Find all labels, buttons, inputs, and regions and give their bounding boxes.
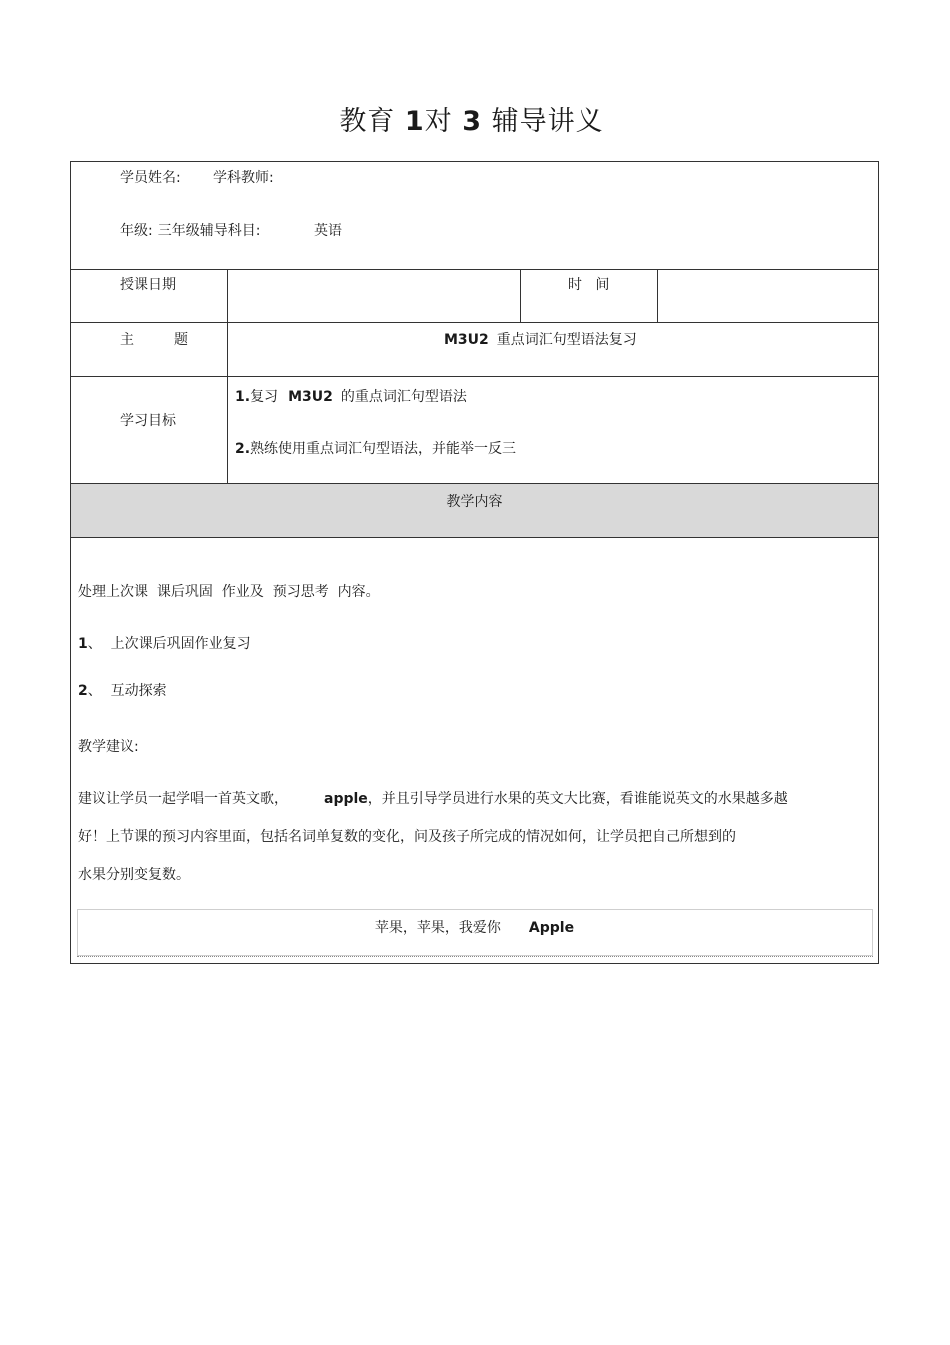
row-divider (71, 322, 878, 323)
date-label: 授课日期 (120, 277, 176, 293)
section-title: 教学内容 (446, 494, 503, 510)
grade-label: 年级: 三年级辅导科目: (120, 223, 261, 239)
suggestion-line-1: 建议让学员一起学唱一首英文歌， apple，并且引导学员进行水果的英文大比赛，看谁能说英文的水果越多越 (78, 791, 788, 807)
column-divider (227, 269, 228, 483)
student-name-label: 学员姓名: (120, 170, 181, 186)
row-divider (71, 537, 878, 538)
objective-item-1: 1.复习 M3U2 的重点词汇句型语法 (235, 389, 467, 405)
song-line: 苹果，苹果，我爱你 Apple (374, 920, 575, 936)
step-1: 1、 上次课后巩固作业复习 (78, 636, 251, 652)
row-divider (71, 269, 878, 270)
topic-text: M3U2 重点词汇句型语法复习 (444, 332, 637, 348)
column-divider (657, 269, 658, 322)
topic-label: 主 题 (120, 332, 189, 348)
dotted-divider (77, 956, 873, 957)
suggestion-line-3: 水果分别变复数。 (78, 867, 190, 883)
row-divider (71, 376, 878, 377)
objective-item-2: 2.熟练使用重点词汇句型语法，并能举一反三 (235, 441, 517, 457)
lesson-table (70, 161, 879, 964)
step-2: 2、 互动探索 (78, 683, 167, 699)
intro-text: 处理上次课 课后巩固 作业及 预习思考 内容。 (78, 584, 380, 600)
document-title: 教育 1对 3 辅导讲义 (339, 106, 604, 137)
column-divider (520, 269, 521, 322)
subject-value: 英语 (314, 223, 342, 239)
suggestion-label: 教学建议: (78, 739, 139, 755)
time-label: 时 间 (568, 277, 610, 293)
teacher-label: 学科教师: (213, 170, 274, 186)
suggestion-line-2: 好！上节课的预习内容里面，包括名词单复数的变化，问及孩子所完成的情况如何，让学员把自己所想到的 (78, 829, 736, 845)
objectives-label: 学习目标 (120, 413, 176, 429)
row-divider (71, 483, 878, 484)
